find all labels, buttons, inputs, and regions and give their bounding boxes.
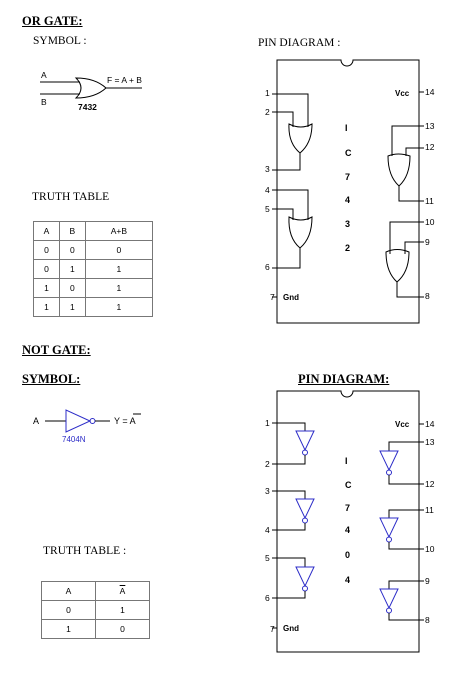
or-ic-letter: 4 — [345, 195, 351, 205]
not-pin-number: 10 — [425, 544, 435, 554]
table-cell: 1 — [96, 601, 150, 620]
table-cell: 0 — [59, 241, 85, 260]
not-vcc-label: Vcc — [395, 420, 410, 429]
not-truth-table-label: TRUTH TABLE : — [43, 545, 127, 557]
not-pin-number: 8 — [425, 615, 430, 625]
not-symbol-label: SYMBOL: — [22, 372, 81, 386]
not-ic-letter: C — [345, 480, 352, 490]
or-input-a-label: A — [41, 70, 47, 80]
not-output-label: Y = A — [114, 416, 136, 426]
table-row — [34, 298, 153, 317]
not-chip-body — [277, 391, 419, 652]
not-gate-heading: NOT GATE: — [22, 343, 91, 357]
not-pin-number: 14 — [425, 419, 435, 429]
or-pin-number: 11 — [425, 196, 434, 206]
or-pin-number: 3 — [265, 164, 270, 174]
not-tt-header: A — [42, 582, 96, 601]
table-cell: 1 — [59, 260, 85, 279]
table-row — [34, 260, 153, 279]
table-cell: 0 — [34, 260, 60, 279]
table-cell: 0 — [42, 601, 96, 620]
or-pin-diagram-label: PIN DIAGRAM : — [258, 37, 341, 49]
table-row — [34, 279, 153, 298]
not-ic-letter: 0 — [345, 550, 351, 560]
not-pin-number: 2 — [265, 459, 270, 469]
not-pin-number: 7 — [270, 624, 275, 634]
not-pin-diagram-label: PIN DIAGRAM: — [298, 372, 390, 386]
table-cell: 0 — [59, 279, 85, 298]
not-pin-number: 3 — [265, 486, 270, 496]
or-ic-letter: 7 — [345, 172, 351, 182]
or-pin-number: 9 — [425, 237, 430, 247]
not-pin-number: 6 — [265, 593, 270, 603]
not-ic-letter: 4 — [345, 525, 351, 535]
not-ic-letter: I — [345, 456, 348, 466]
table-cell: 1 — [34, 298, 60, 317]
or-truth-table-header-row — [34, 222, 153, 241]
not-chip-number: 7404N — [62, 435, 86, 444]
or-vcc-label: Vcc — [395, 89, 410, 98]
not-gnd-label: Gnd — [283, 624, 299, 633]
or-tt-header: A+B — [85, 222, 152, 241]
or-pin-number: 6 — [265, 262, 270, 272]
not-tt-header-negated: A — [96, 582, 150, 601]
not-input-label: A — [33, 416, 40, 426]
or-pin-number: 4 — [265, 185, 270, 195]
table-cell: 1 — [85, 279, 152, 298]
or-gate-heading: OR GATE: — [22, 14, 83, 28]
or-output-label: F = A + B — [107, 75, 142, 85]
table-cell: 0 — [85, 241, 152, 260]
or-pin-number: 2 — [265, 107, 270, 117]
or-ic-letter: C — [345, 148, 352, 158]
table-cell: 1 — [42, 620, 96, 639]
or-ic-letter: 2 — [345, 243, 351, 253]
not-ic-letter: 4 — [345, 575, 351, 585]
table-cell: 1 — [85, 260, 152, 279]
table-cell: 1 — [59, 298, 85, 317]
or-pin-number: 5 — [265, 204, 270, 214]
or-chip-number: 7432 — [78, 102, 97, 112]
not-truth-table-header-row — [42, 582, 150, 601]
or-pin-number: 12 — [425, 142, 435, 152]
table-row — [34, 241, 153, 260]
table-cell: 1 — [34, 279, 60, 298]
or-pin-number: 1 — [265, 88, 270, 98]
not-pin-number: 4 — [265, 525, 270, 535]
not-pin-number: 5 — [265, 553, 270, 563]
or-chip-body — [277, 60, 419, 323]
or-symbol-label: SYMBOL : — [33, 35, 87, 47]
table-row — [42, 620, 150, 639]
not-pin-number: 13 — [425, 437, 435, 447]
not-truth-table — [41, 581, 150, 639]
or-tt-header: B — [59, 222, 85, 241]
or-tt-header: A — [34, 222, 60, 241]
or-pin-number: 13 — [425, 121, 435, 131]
table-cell: 1 — [85, 298, 152, 317]
or-pin-number: 14 — [425, 87, 435, 97]
table-cell: 0 — [96, 620, 150, 639]
or-truth-table — [33, 221, 153, 317]
or-truth-table-label: TRUTH TABLE — [32, 191, 110, 203]
or-input-b-label: B — [41, 97, 47, 107]
not-ic-letter: 7 — [345, 503, 351, 513]
table-cell: 0 — [34, 241, 60, 260]
not-pin-number: 12 — [425, 479, 435, 489]
table-row — [42, 601, 150, 620]
or-pin-number: 8 — [425, 291, 430, 301]
or-ic-letter: I — [345, 123, 348, 133]
or-pin-number: 10 — [425, 217, 435, 227]
not-pin-number: 1 — [265, 418, 270, 428]
or-pin-number: 7 — [270, 292, 275, 302]
or-gnd-label: Gnd — [283, 293, 299, 302]
or-ic-letter: 3 — [345, 219, 351, 229]
not-pin-number: 9 — [425, 576, 430, 586]
not-pin-number: 11 — [425, 505, 434, 515]
